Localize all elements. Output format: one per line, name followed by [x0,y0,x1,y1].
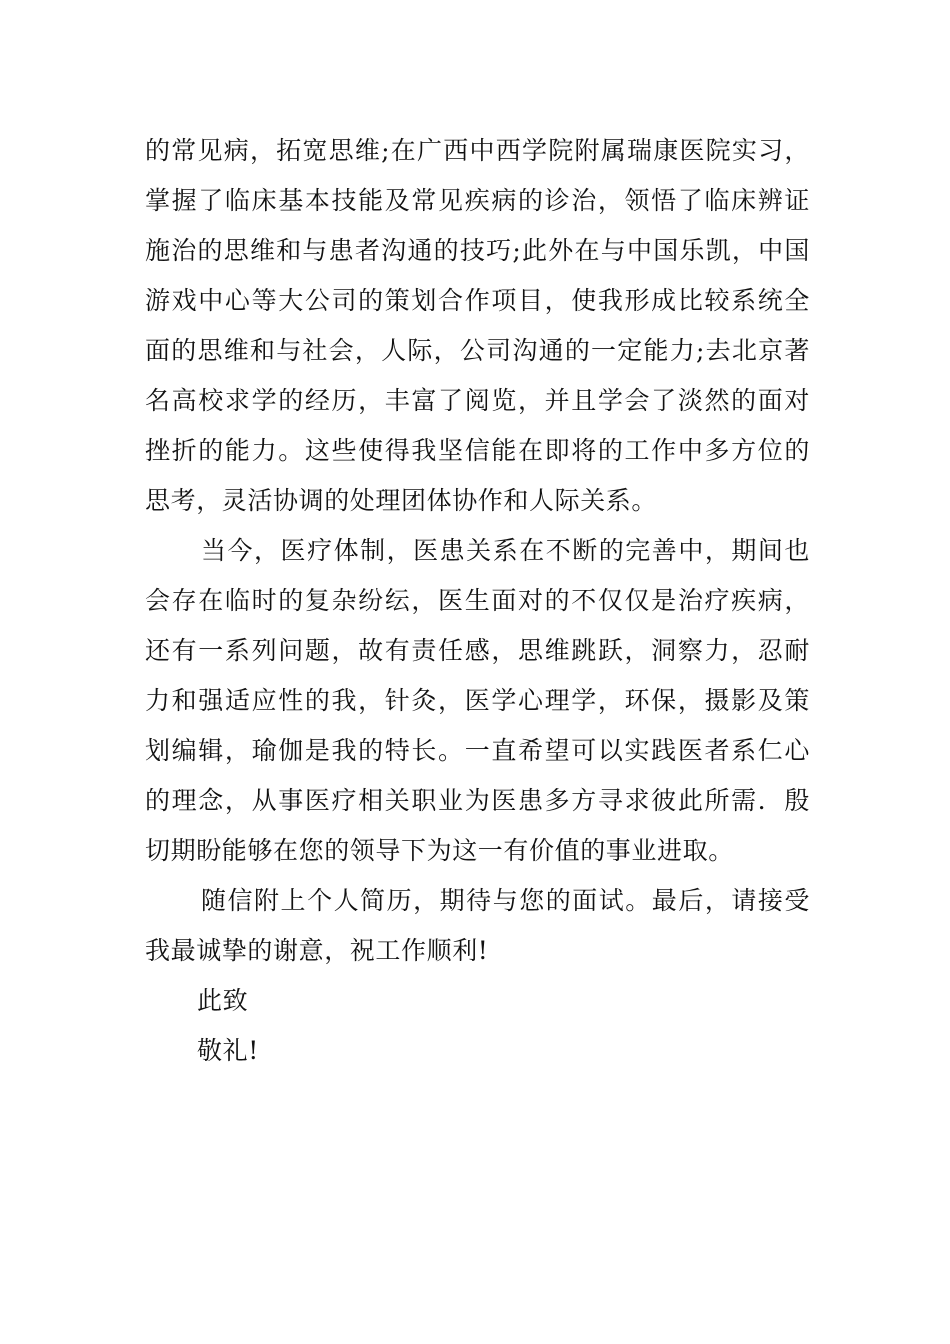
paragraph-line: 思考，灵活协调的处理团体协作和人际关系。 [145,486,658,515]
paragraph-line: 的理念，从事医疗相关职业为医患多方寻求彼此所需．殷 [145,786,810,815]
paragraph-line: 切期盼能够在您的领导下为这一有价值的事业进取。 [145,836,734,865]
paragraph-line: 还有一系列问题，故有责任感，思维跳跃，洞察力，忍耐 [145,636,810,665]
paragraph-line: 力和强适应性的我，针灸，医学心理学，环保，摄影及策 [145,686,810,715]
closing-salutation: 此致 [197,986,249,1015]
paragraph-line: 游戏中心等大公司的策划合作项目，使我形成比较系统全 [145,286,810,315]
paragraph-line: 划编辑，瑜伽是我的特长。一直希望可以实践医者系仁心 [145,736,810,765]
paragraph-line: 我最诚挚的谢意，祝工作顺利! [145,936,489,965]
paragraph-line: 掌握了临床基本技能及常见疾病的诊治，领悟了临床辨证 [145,186,810,215]
paragraph-line: 施治的思维和与患者沟通的技巧;此外在与中国乐凯，中国 [145,236,810,265]
paragraph-line: 面的思维和与社会，人际，公司沟通的一定能力;去北京著 [145,336,810,365]
paragraph-1 [145,126,810,526]
paragraph-line: 的常见病，拓宽思维;在广西中西学院附属瑞康医院实习， [145,136,810,165]
paragraph-line: 随信附上个人简历，期待与您的面试。最后，请接受 [201,886,810,915]
closing-regards: 敬礼! [197,1036,259,1065]
paragraph-line: 挫折的能力。这些使得我坚信能在即将的工作中多方位的 [145,436,810,465]
paragraph-line: 名高校求学的经历，丰富了阅览，并且学会了淡然的面对 [145,386,810,415]
letter-body [145,126,810,1076]
letter-closing [145,976,810,1076]
paragraph-line: 会存在临时的复杂纷纭，医生面对的不仅仅是治疗疾病， [145,586,810,615]
paragraph-line: 当今，医疗体制，医患关系在不断的完善中，期间也 [201,536,810,565]
paragraph-2 [145,526,810,876]
paragraph-3 [145,876,810,976]
